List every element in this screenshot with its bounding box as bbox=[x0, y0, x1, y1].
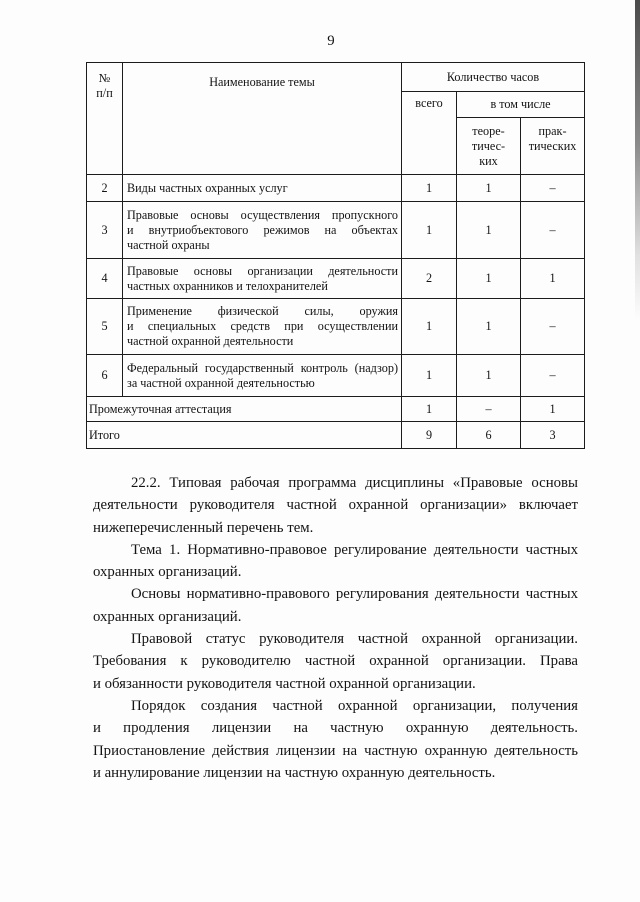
topic-line: частной охранной деятельности bbox=[127, 334, 294, 348]
row-practice-cell: – bbox=[521, 355, 585, 397]
text-line: нижеперечисленный перечень тем. bbox=[93, 519, 314, 536]
row-number-cell: 2 bbox=[87, 175, 123, 202]
summary-practice-cell: 1 bbox=[521, 397, 585, 422]
paragraph bbox=[93, 472, 578, 539]
table-row bbox=[87, 202, 585, 259]
table-row bbox=[87, 175, 585, 202]
row-practice-cell: – bbox=[521, 175, 585, 202]
topic-line: и специальных средств при осуществлении bbox=[127, 319, 398, 333]
row-topic-cell bbox=[123, 202, 402, 259]
row-topic-cell bbox=[123, 175, 402, 202]
text-line: деятельности руководителя частной охранной организации» включает bbox=[93, 497, 578, 514]
row-number-cell: 4 bbox=[87, 259, 123, 299]
row-practice-cell: – bbox=[521, 299, 585, 355]
row-theory-cell: 1 bbox=[457, 175, 521, 202]
text-line: охранных организаций. bbox=[93, 564, 242, 581]
paragraph bbox=[93, 695, 578, 784]
header-total-cell: всего bbox=[402, 92, 457, 175]
topic-line: Правовые основы осуществления пропускного bbox=[127, 207, 398, 222]
paragraph bbox=[93, 583, 578, 628]
summary-theory-cell: – bbox=[457, 397, 521, 422]
summary-row bbox=[87, 422, 585, 449]
paragraph bbox=[93, 539, 578, 584]
table-body bbox=[87, 63, 585, 449]
row-total-cell: 1 bbox=[402, 175, 457, 202]
table-row bbox=[87, 259, 585, 299]
header-theory-line: ких bbox=[479, 154, 498, 168]
row-total-cell: 1 bbox=[402, 202, 457, 259]
row-topic-cell bbox=[123, 299, 402, 355]
summary-label: Промежуточная аттестация bbox=[87, 397, 402, 422]
table-row bbox=[87, 355, 585, 397]
topic-line: Виды частных охранных услуг bbox=[127, 180, 288, 195]
header-including-cell: в том числе bbox=[457, 92, 585, 118]
header-hours-cell: Количество часов bbox=[402, 63, 585, 92]
summary-practice-cell: 3 bbox=[521, 422, 585, 449]
row-theory-cell: 1 bbox=[457, 299, 521, 355]
row-theory-cell: 1 bbox=[457, 202, 521, 259]
topic-line: за частной охранной деятельностью bbox=[127, 375, 315, 390]
topic-line: Применение физической силы, оружия bbox=[127, 304, 398, 318]
row-number-cell: 3 bbox=[87, 202, 123, 259]
row-theory-cell: 1 bbox=[457, 355, 521, 397]
header-practice-cell bbox=[521, 118, 585, 175]
text-line: Тема 1. Нормативно-правовое регулирование деятельности частных bbox=[131, 541, 578, 558]
text-line: 22.2. Типовая рабочая программа дисциплины «Правовые основы bbox=[131, 475, 578, 491]
header-number-cell bbox=[87, 63, 123, 175]
summary-total-cell: 1 bbox=[402, 397, 457, 422]
summary-total-cell: 9 bbox=[402, 422, 457, 449]
header-practice-line: прак- bbox=[538, 124, 567, 138]
text-line: Правовой статус руководителя частной охранной организации. bbox=[131, 631, 578, 648]
header-topic-cell: Наименование темы bbox=[123, 63, 402, 175]
row-topic-cell bbox=[123, 355, 402, 397]
header-theory-line: теоре- bbox=[472, 124, 505, 138]
text-line: Порядок создания частной охранной организации, получения bbox=[131, 697, 578, 714]
row-topic-cell bbox=[123, 259, 402, 299]
text-line: Основы нормативно-правового регулирования деятельности частных bbox=[131, 586, 578, 603]
text-line: охранных организаций. bbox=[93, 608, 242, 625]
body-text bbox=[93, 472, 578, 784]
text-line: Требования к руководителю частной охранной организации. Права bbox=[93, 653, 578, 670]
header-number-line: № bbox=[98, 71, 111, 85]
topic-line: частных охранников и телохранителей bbox=[127, 278, 328, 293]
topic-line: Правовые основы организации деятельности bbox=[127, 263, 398, 278]
topic-line: и внутриобъектового режимов на объектах bbox=[127, 222, 398, 237]
row-number-cell: 6 bbox=[87, 355, 123, 397]
header-number-line: п/п bbox=[96, 86, 113, 100]
text-line: и продления лицензии на частную охранную деятельность. bbox=[93, 720, 578, 737]
scan-edge-shadow bbox=[635, 0, 640, 320]
topic-line: частной охраны bbox=[127, 237, 210, 252]
page-number: 9 bbox=[327, 33, 335, 49]
header-theory-cell bbox=[457, 118, 521, 175]
row-theory-cell: 1 bbox=[457, 259, 521, 299]
topic-line: Федеральный государственный контроль (надзор) bbox=[127, 360, 398, 375]
summary-label: Итого bbox=[87, 422, 402, 449]
text-line: и аннулирование лицензии на частную охранную деятельность. bbox=[93, 764, 496, 781]
table-row bbox=[87, 299, 585, 355]
row-total-cell: 1 bbox=[402, 355, 457, 397]
summary-row bbox=[87, 397, 585, 422]
row-number-cell: 5 bbox=[87, 299, 123, 355]
topics-table bbox=[86, 62, 585, 449]
row-practice-cell: 1 bbox=[521, 259, 585, 299]
text-line: и обязанности руководителя частной охранной организации. bbox=[93, 675, 476, 692]
header-practice-line: тических bbox=[528, 139, 577, 153]
row-total-cell: 1 bbox=[402, 299, 457, 355]
header-theory-line: тичес- bbox=[471, 139, 506, 153]
paragraph bbox=[93, 628, 578, 695]
text-line: Приостановление действия лицензии на частную охранную деятельность bbox=[93, 742, 578, 759]
row-practice-cell: – bbox=[521, 202, 585, 259]
table-header-row bbox=[87, 63, 585, 92]
summary-theory-cell: 6 bbox=[457, 422, 521, 449]
row-total-cell: 2 bbox=[402, 259, 457, 299]
